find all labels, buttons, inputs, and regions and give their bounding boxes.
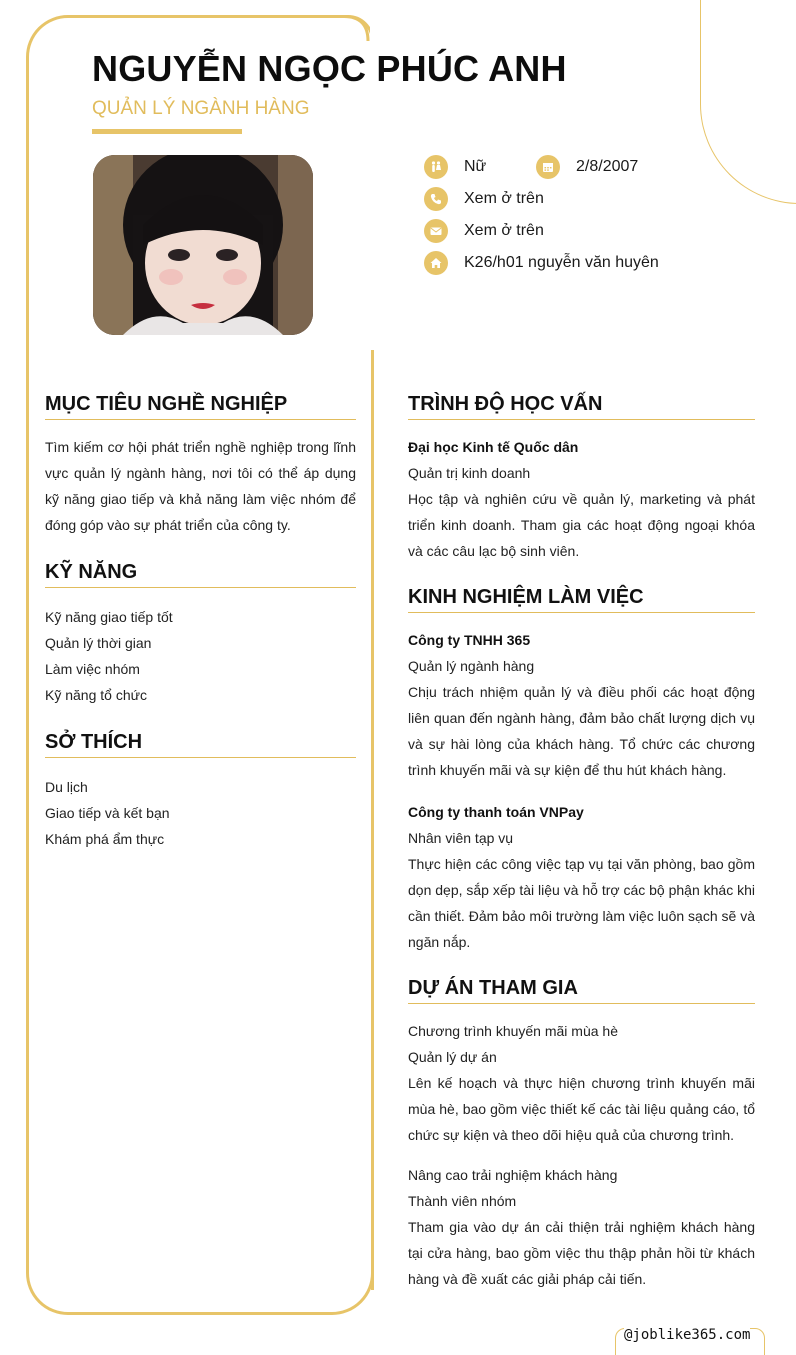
home-icon: [424, 251, 448, 275]
list-item: Kỹ năng tổ chức: [45, 687, 147, 703]
project-description: Tham gia vào dự án cải thiện trải nghiệm khách hàng tại cửa hàng, bao gồm việc thu thập phản hồi từ khách hàng và đề xuất các giải pháp cải tiến.: [408, 1219, 755, 1287]
objective-text: Tìm kiếm cơ hội phát triển nghề nghiệp trong lĩnh vực quản lý ngành hàng, nơi tôi có thể áp dụng kỹ năng giao tiếp và khả năng làm việc nhóm để đóng góp vào sự phát triển của công ty.: [45, 439, 356, 533]
list-item: Khám phá ẩm thực: [45, 831, 165, 847]
project-description: Lên kế hoạch và thực hiện chương trình khuyến mãi mùa hè, bao gồm việc thiết kế các tài liệu quảng cáo, tổ chức sự kiện và theo dõi hiệu quả của chương trình.: [408, 1075, 755, 1143]
watermark: @joblike365.com: [624, 1327, 751, 1343]
candidate-role: QUẢN LÝ NGÀNH HÀNG: [92, 98, 310, 119]
address-value: K26/h01 nguyễn văn huyên: [464, 254, 659, 271]
role-underline: [92, 129, 242, 134]
gender-value: Nữ: [464, 158, 487, 175]
job-description: Thực hiện các công việc tạp vụ tại văn phòng, bao gồm dọn dẹp, sắp xếp tài liệu và hỗ trợ các bộ phận khác khi cần thiết. Đảm bảo môi trường làm việc luôn sạch sẽ và ngăn nắp.: [408, 856, 755, 950]
objective-title: MỤC TIÊU NGHỀ NGHIỆP: [45, 393, 356, 420]
left-column: [45, 393, 356, 852]
list-item: Quản lý thời gian: [45, 635, 152, 651]
column-divider: [371, 350, 374, 1290]
project-name: Chương trình khuyến mãi mùa hè: [408, 1023, 618, 1039]
education-major: Quản trị kinh doanh: [408, 465, 531, 481]
list-item: Giao tiếp và kết bạn: [45, 805, 170, 821]
phone-row: [424, 187, 544, 211]
project-role: Quản lý dự án: [408, 1049, 497, 1065]
list-item: Làm việc nhóm: [45, 661, 140, 677]
gender-row: [424, 155, 486, 179]
education-entry: [408, 434, 755, 564]
job-position: Quản lý ngành hàng: [408, 658, 535, 674]
candidate-name: NGUYỄN NGỌC PHÚC ANH: [92, 48, 567, 89]
hobbies-title: SỞ THÍCH: [45, 731, 356, 758]
email-row: [424, 219, 544, 243]
address-row: [424, 251, 659, 275]
phone-value: Xem ở trên: [464, 190, 544, 207]
experience-entry: [408, 627, 755, 783]
hobbies-list: [45, 774, 356, 852]
skills-list: [45, 604, 356, 708]
list-item: Kỹ năng giao tiếp tốt: [45, 609, 173, 625]
experience-entry: [408, 799, 755, 955]
email-value: Xem ở trên: [464, 222, 544, 239]
experience-title: KINH NGHIỆM LÀM VIỆC: [408, 586, 755, 613]
phone-icon: [424, 187, 448, 211]
right-column: [408, 393, 755, 1292]
list-item: Du lịch: [45, 779, 88, 795]
calendar-icon: [536, 155, 560, 179]
mail-icon: [424, 219, 448, 243]
education-title: TRÌNH ĐỘ HỌC VẤN: [408, 393, 755, 420]
projects-title: DỰ ÁN THAM GIA: [408, 977, 755, 1004]
birthday-value: 2/8/2007: [576, 158, 639, 175]
corner-decoration: [700, 0, 796, 204]
job-company: Công ty TNHH 365: [408, 632, 531, 648]
birthday-row: [536, 155, 638, 179]
project-name: Nâng cao trải nghiệm khách hàng: [408, 1167, 618, 1183]
project-role: Thành viên nhóm: [408, 1193, 517, 1209]
gender-icon: [424, 155, 448, 179]
skills-title: KỸ NĂNG: [45, 561, 356, 588]
job-position: Nhân viên tạp vụ: [408, 830, 514, 846]
job-company: Công ty thanh toán VNPay: [408, 804, 584, 820]
profile-photo: [93, 155, 313, 335]
education-description: Học tập và nghiên cứu về quản lý, marketing và phát triển kinh doanh. Tham gia các hoạt động ngoại khóa và các câu lạc bộ sinh viên.: [408, 491, 755, 559]
education-school: Đại học Kinh tế Quốc dân: [408, 439, 579, 455]
job-description: Chịu trách nhiệm quản lý và điều phối các hoạt động liên quan đến ngành hàng, đảm bảo chất lượng dịch vụ và sự hài lòng của khách hàng. Tổ chức các chương trình khuyến mãi và sự kiện để thu hút khách hàng.: [408, 684, 755, 778]
project-entry: [408, 1162, 755, 1292]
project-entry: [408, 1018, 755, 1148]
